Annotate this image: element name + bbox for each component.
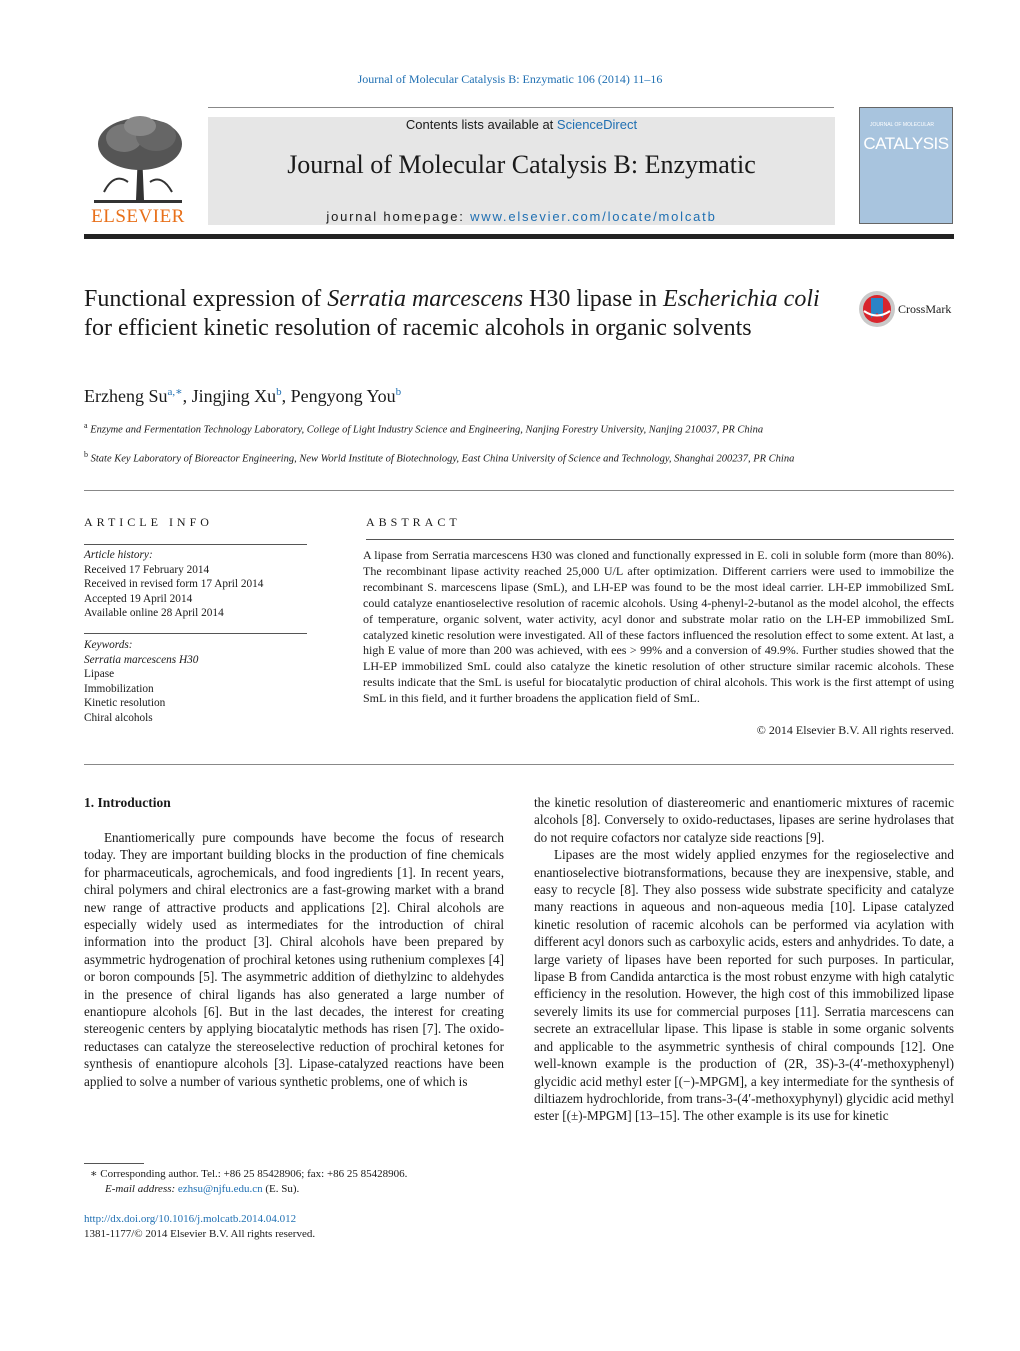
sciencedirect-link[interactable]: ScienceDirect [556,117,638,132]
author-name[interactable]: Pengyong You [290,386,396,406]
author-affil-sup[interactable]: b [395,386,402,398]
author-affil-sup[interactable]: a,∗ [167,386,183,398]
keywords-label: Keywords: [84,639,133,651]
doi-block [84,1212,315,1242]
elsevier-logo[interactable] [84,112,192,228]
cover-subtitle: JOURNAL OF MOLECULAR [870,122,934,128]
contents-prefix: Contents lists available at [405,117,557,132]
journal-citation[interactable]: Journal of Molecular Catalysis B: Enzymatic 106 (2014) 11–16 [357,72,663,86]
info-rule [84,633,307,634]
body-column-left [84,829,504,1090]
article-title [84,285,834,343]
journal-cover-thumbnail[interactable] [859,107,953,224]
crossmark-label: CrossMark [898,302,952,316]
abstract-text: A lipase from Serratia marcescens H30 was cloned and functionally expressed in E. coli in soluble form (more than 80%). The recombinant lipase activity reached 25,000 U/L after optimization. Different carriers were used to immobilize the recombinant S. marcescens lipase (SmL), and LH-EP was found to be the most ideal carrier. LH-EP immobilized SmL could catalyze enantioselective resolution of racemic alcohols. Using 4-phenyl-2-butanol as the model alcohol, the effects of temperature, organic solvent, water activity, acyl donor and substrate molar ratio on the LH-EP immobilized SmL catalyzed kinetic resolution were investigated. All of these factors influenced the resolution effect to some extent. At last, a high E value of more than 200 was achieved, with ees > 99% and a conversion of 49.9%. Further studies showed that the LH-EP immobilized SmL could also catalyze the kinetic resolution of other structure similar racemic alcohols. These results indicate that the SmL is useful for biocatalytic production of chiral alcohols. This work is the first attempt of using SmL in this field, and it further broadens the application field of SmL. [363,548,954,706]
affiliation-marker: b [84,450,88,459]
title-part: H30 lipase in [523,286,664,312]
affiliation-marker: a [84,421,88,430]
history-item: Available online 28 April 2014 [84,607,224,619]
keyword-item: Lipase [84,668,115,680]
section-heading-introduction: 1. Introduction [84,795,171,810]
header-thick-rule [84,234,954,239]
elsevier-wordmark: ELSEVIER [91,206,185,227]
title-species-2: Escherichia coli [663,286,820,312]
email-line [90,1182,510,1197]
title-species-1: Serratia marcescens [327,286,524,312]
author-name[interactable]: Jingjing Xu [191,386,277,406]
affiliation-text: Enzyme and Fermentation Technology Laboratory, College of Light Industry Science and Engineering, Nanjing Forestry University, Nanjing 210037, PR China [90,424,764,436]
author-list: Erzheng $Su^{a,∗}$, Jingjing Xu$^b$, Pengyong You$^b$ [84,386,402,406]
keyword-item: Serratia marcescens H30 [84,653,199,666]
info-rule [84,544,307,545]
article-info-heading: ARTICLE INFO [84,515,213,529]
corresponding-author: ∗ Corresponding author. Tel.: +86 25 85428906; fax: +86 25 85428906. [90,1168,408,1180]
homepage-link[interactable]: www.elsevier.com/locate/molcatb [470,209,717,224]
title-part: Functional expression of [84,286,328,312]
author-affil-sup[interactable]: b [276,386,282,398]
issn-line: 1381-1177/© 2014 Elsevier B.V. All rights reserved. [84,1228,316,1240]
affiliation-text: State Key Laboratory of Bioreactor Engineering, New World Institute of Biotechnology, East China University of Science and Technology, Shanghai 200237, PR China [90,453,795,465]
elsevier-tree-icon [84,112,192,204]
history-item: Received in revised form 17 April 2014 [84,578,264,590]
keywords [84,638,314,725]
email-label: E-mail address: [105,1183,178,1195]
crossmark-badge[interactable] [858,290,958,330]
abstract-rule [366,539,954,540]
cover-title: CATALYSIS [863,134,949,153]
history-item: Accepted 19 April 2014 [84,592,193,605]
journal-homepage [208,209,835,224]
body-paragraph: the kinetic resolution of diastereomeric and enantiomeric mixtures of racemic alcohols [8]. Conversely to oxido-reductases, lipases are serine hydrolases that do not require cofactors nor catalyze side reactions [9]. [534,795,954,845]
homepage-prefix: journal homepage: [326,209,471,224]
body-paragraph: Enantiomerically pure compounds have become the focus of research today. They are important building blocks in the production of fine chemicals for pharmaceuticals, agrochemicals, and food ingredients [1]. In recent years, chiral polymers and chiral electronics are a fast-growing market with a brand new range of attractive products and applications [2]. Chiral alcohols are especially widely used as intermediates for the introduction of chiral information into the product [3]. Chiral alcohols have been prepared by asymmetric hydrogenation of prochiral ketones using ruthenium complexes [4] or boron compounds [5]. The asymmetric addition of diethylzinc to aldehydes in the presence of chiral ligands has also generated a large number of enantiopure alcohols [6]. But in the last decades, the interest for creating stereogenic centers by applying biocatalytic methods has risen [7]. The oxido-reductases can catalyze the stereoselective reduction of prochiral ketones for synthesis of enantiopure alcohols [3]. Lipase-catalyzed reactions have been applied to solve a number of various synthetic problems, one of which is [84,830,504,1089]
keyword-item: Chiral alcohols [84,711,153,724]
body-column-right [534,794,954,1125]
keyword-item: Immobilization [84,682,154,695]
abstract-heading: ABSTRACT [366,515,461,529]
email-link[interactable]: ezhsu@njfu.edu.cn [177,1183,263,1195]
section-rule [84,490,954,491]
body-paragraph: Lipases are the most widely applied enzymes for the regioselective and enantioselective biotransformations, because they are inexpensive, stable, and easy to recycle [8]. They also possess wide substrate specificity and catalyze many reactions in aqueous and non-aqueous media [10]. Lipase catalyzed kinetic resolution of racemic alcohols can be performed via acylation with different acyl donors such as carboxylic acids, esters and anhydrides. To date, a large variety of lipases have been reported for such purposes. In particular, lipase B from Candida antarctica is the most robust enzyme with high catalytic efficiency in the resolution. However, the high cost of this immobilized lipase severely limits its use for commercial purposes [11]. Serratia marcescens can secrete an extracellular lipase. This lipase is stable in some organic solvents and applicable to the asymmetric synthesis of chiral compounds [12]. One well-known example is the production of (2R, 3S)-3-(4′-methoxyphenyl) glycidic acid methyl ester [(−)-MPGM], a key intermediate for the synthesis of diltiazem hydrochloride, from trans-3-(4′-methoxyphynyl) glycidic acid methyl ester [(±)-MPGM] [13–15]. The other example is its use for kinetic [534,847,954,1124]
contents-line [208,117,835,132]
header-top-rule [208,107,834,108]
body-rule [84,764,954,765]
history-item: Received 17 February 2014 [84,563,210,576]
footnote-rule [84,1163,144,1164]
author-name[interactable]: Erzheng Su [84,386,168,406]
journal-title: Journal of Molecular Catalysis B: Enzymatic [287,150,756,179]
abstract-copyright: © 2014 Elsevier B.V. All rights reserved. [756,723,954,737]
corresponding-author-footnote [90,1167,510,1197]
affiliation-a [84,418,844,438]
crossmark-icon [858,290,896,328]
article-history [84,548,314,621]
doi-link[interactable]: http://dx.doi.org/10.1016/j.molcatb.2014.04.012 [84,1213,297,1225]
affiliation-b [84,447,844,467]
keyword-item: Kinetic resolution [84,697,166,709]
title-part: for efficient kinetic resolution of racemic alcohols in organic solvents [84,315,752,341]
history-label: Article history: [84,549,153,561]
email-suffix: (E. Su). [262,1183,300,1195]
